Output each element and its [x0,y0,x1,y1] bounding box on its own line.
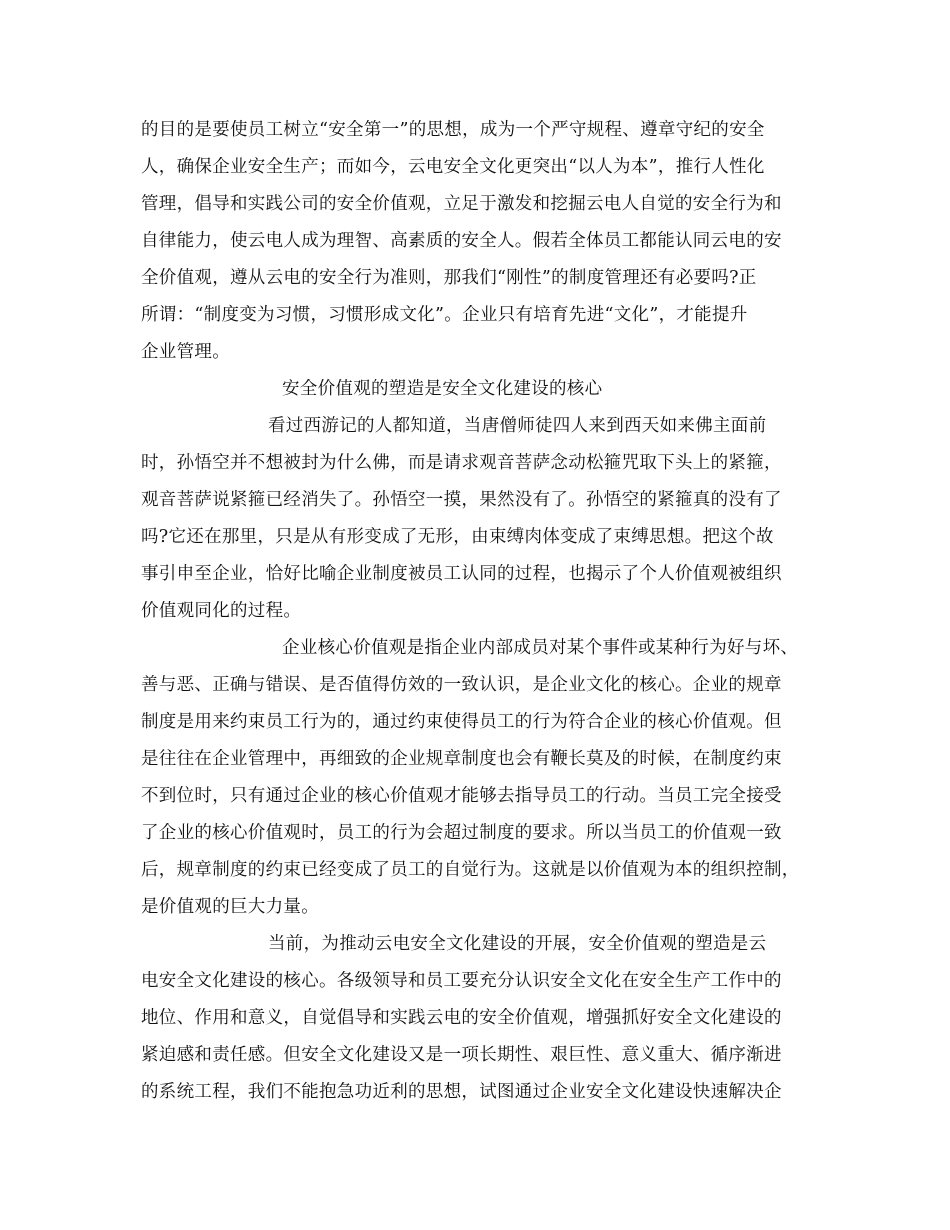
text-line: 是价值观的巨大力量。 [141,897,319,917]
text-line: 企业管理。 [141,342,230,362]
text-line: 紧迫感和责任感。但安全文化建设又是一项长期性、艰巨性、意义重大、循序渐进 [141,1045,782,1065]
text-line: 不到位时，只有通过企业的核心价值观才能够去指导员工的行动。当员工完全接受 [141,786,782,806]
text-line: 制度是用来约束员工行为的，通过约束使得员工的行为符合企业的核心价值观。但 [141,712,782,732]
paragraph-first-line: 当前，为推动云电安全文化建设的开展，安全价值观的塑造是云 [268,934,767,954]
text-line: 管理，倡导和实践公司的安全价值观，立足于激发和挖掘云电人自觉的安全行为和 [141,194,782,214]
text-line: 善与恶、正确与错误、是否值得仿效的一致认识，是企业文化的核心。企业的规章 [141,675,782,695]
text-line: 地位、作用和意义，自觉倡导和实践云电的安全价值观，增强抓好安全文化建设的 [141,1008,782,1028]
text-line: 吗?它还在那里，只是从有形变成了无形，由束缚肉体变成了束缚思想。把这个故 [141,527,774,547]
text-line: 人，确保企业安全生产；而如今，云电安全文化更突出“以人为本”，推行人性化 [141,157,765,177]
text-line: 的目的是要使员工树立“安全第一”的思想，成为一个严守规程、遵章守纪的安全 [141,120,765,140]
text-line: 价值观同化的过程。 [141,601,302,621]
text-line: 时，孙悟空并不想被封为什么佛，而是请求观音菩萨念动松箍咒取下头上的紧箍， [141,453,782,473]
text-line: 事引申至企业，恰好比喻企业制度被员工认同的过程，也揭示了个人价值观被组织 [141,564,782,584]
paragraph-first-line: 看过西游记的人都知道，当唐僧师徒四人来到西天如来佛主面前 [268,416,767,436]
text-line: 后，规章制度的约束已经变成了员工的自觉行为。这就是以价值观为本的组织控制， [141,860,800,880]
text-line: 观音菩萨说紧箍已经消失了。孙悟空一摸，果然没有了。孙悟空的紧箍真的没有了 [141,490,782,510]
text-line: 是往往在企业管理中，再细致的企业规章制度也会有鞭长莫及的时候，在制度约束 [141,749,782,769]
text-line: 全价值观，遵从云电的安全行为准则，那我们“刚性”的制度管理还有必要吗?正 [141,268,757,288]
paragraph-first-line: 企业核心价值观是指企业内部成员对某个事件或某种行为好与坏、 [282,638,799,658]
text-line: 的系统工程，我们不能抱急功近利的思想，试图通过企业安全文化建设快速解决企 [141,1082,782,1102]
text-line: 自律能力，使云电人成为理智、高素质的安全人。假若全体员工都能认同云电的安 [141,231,782,251]
text-line: 所谓：“制度变为习惯，习惯形成文化”。企业只有培育先进“文化”，才能提升 [141,305,748,325]
text-line: 了企业的核心价值观时，员工的行为会超过制度的要求。所以当员工的价值观一致 [141,823,782,843]
section-heading: 安全价值观的塑造是安全文化建设的核心 [282,379,603,399]
text-line: 电安全文化建设的核心。各级领导和员工要充分认识安全文化在安全生产工作中的 [141,971,782,991]
